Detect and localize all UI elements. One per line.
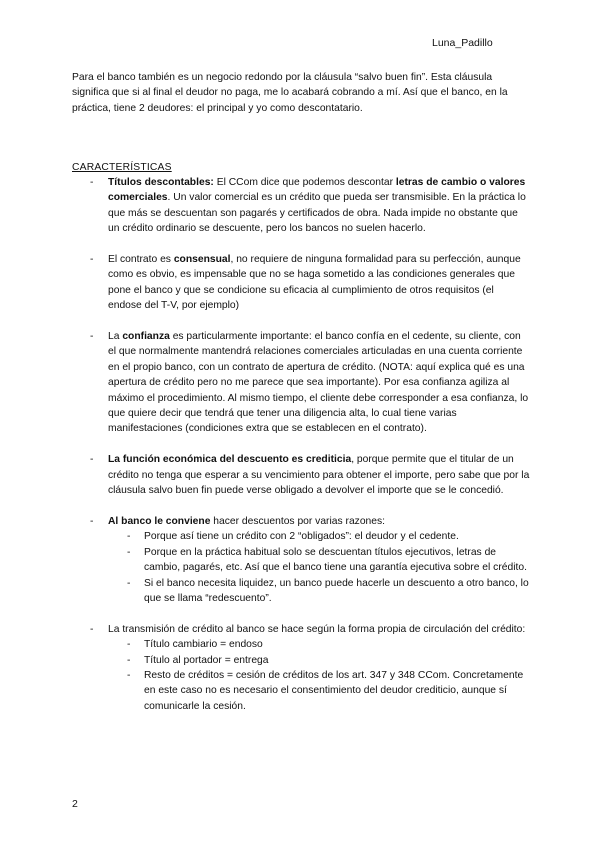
list-item-confianza [72,329,530,437]
item-text: hacer descuentos por varias razones: [210,515,386,527]
list-item-funcion-economica [72,452,530,498]
item-text: , porque permite que el titular de un crédito no tenga que esperar a su vencimiento para obtener el importe, pero sabe que por la cláusula salvo buen fin puede verse obligado a devolver el importe que se le concedió. [108,454,530,497]
item-text: La transmisión de crédito al banco se hace según la forma propia de circulación del crédito: [108,623,526,635]
item-text: . Un valor comercial es un crédito que pueda ser transmisible. En la práctica lo que más se descuentan son pagarés y certificados de obra. Nada impide no obstante que un crédito ordinario se descuente, pero los bancos no suelen hacerlo. [108,192,526,235]
item-text: El contrato es [108,254,174,266]
item-bold-text: Al banco le conviene [108,515,211,527]
item-text: es particularmente importante: el banco confía en el cedente, su cliente, con el que normalmente mantendrá relaciones comerciales articuladas en una cuenta corriente en el propio banco, con un contrato de apertura de crédito. (NOTA: aquí explica qué es una apertura de crédito pero no me parece que sea importante). Por esa confianza agiliza al máximo el procedimiento. Al mismo tiempo, el cliente debe corresponder a esa confianza, lo que quiere decir que tendrá que tener una diligencia alta, lo cual tiene varias manifestaciones (condiciones extra que se establecen en el contrato). [108,331,529,435]
sublist-item: - Título cambiario = endoso [108,637,530,652]
sublist-item: - Si el banco necesita liquidez, un banco puede hacerle un descuento a otro banco, lo que se llama “redescuento”. [108,576,530,607]
transmission-sublist [108,637,530,714]
list-item-titulos-descontables [72,175,530,237]
list-item-transmision [72,622,530,714]
item-text: , no requiere de ninguna formalidad para su perfección, aunque como es obvio, es impensable que no se haga sometido a las condiciones generales que pone el banco y que se condicione su eficacia al cumplimiento de otros requisitos (el endose del T-V, por ejemplo) [108,254,521,312]
item-bold-text: letras de cambio o valores comerciales [108,177,526,204]
item-bold-text: Títulos descontables: [108,177,214,188]
sublist-item: - Porque así tiene un crédito con 2 “obligados”: el deudor y el cedente. [108,529,530,544]
page-header-author: Luna_Padillo [432,37,493,49]
intro-paragraph: Para el banco también es un negocio redondo por la cláusula “salvo buen fin”. Esta cláusula significa que si al final el deudor no paga, me lo acabará cobrando a mí. Así que el banco, en la práctica, tiene 2 deudores: el principal y yo como descontatario. [72,72,508,114]
item-text: El CCom dice que podemos descontar [213,177,396,188]
item-bold-text: La función económica del descuento es crediticia [108,454,352,466]
characteristics-list [72,175,530,730]
sublist-item: - Resto de créditos = cesión de créditos de los art. 347 y 348 CCom. Concretamente en este caso no es necesario el consentimiento del deudor crediticio, aunque sí comunicarle la cesión. [108,668,530,714]
item-bold-text: consensual [173,254,231,266]
sublist-item: - Título al portador = entrega [108,653,530,668]
reasons-sublist [108,529,530,606]
page-number: 2 [72,798,78,810]
item-bold-text: confianza [122,331,170,343]
item-text: La [108,331,123,343]
list-item-al-banco-le-conviene [72,514,530,606]
sublist-item: - Porque en la práctica habitual solo se descuentan títulos ejecutivos, letras de cambio, pagarés, etc. Así que el banco tiene una garantía ejecutiva sobre el crédito. [108,545,530,576]
list-item-consensual [72,252,530,314]
section-heading: CARACTERÍSTICAS [72,162,172,173]
